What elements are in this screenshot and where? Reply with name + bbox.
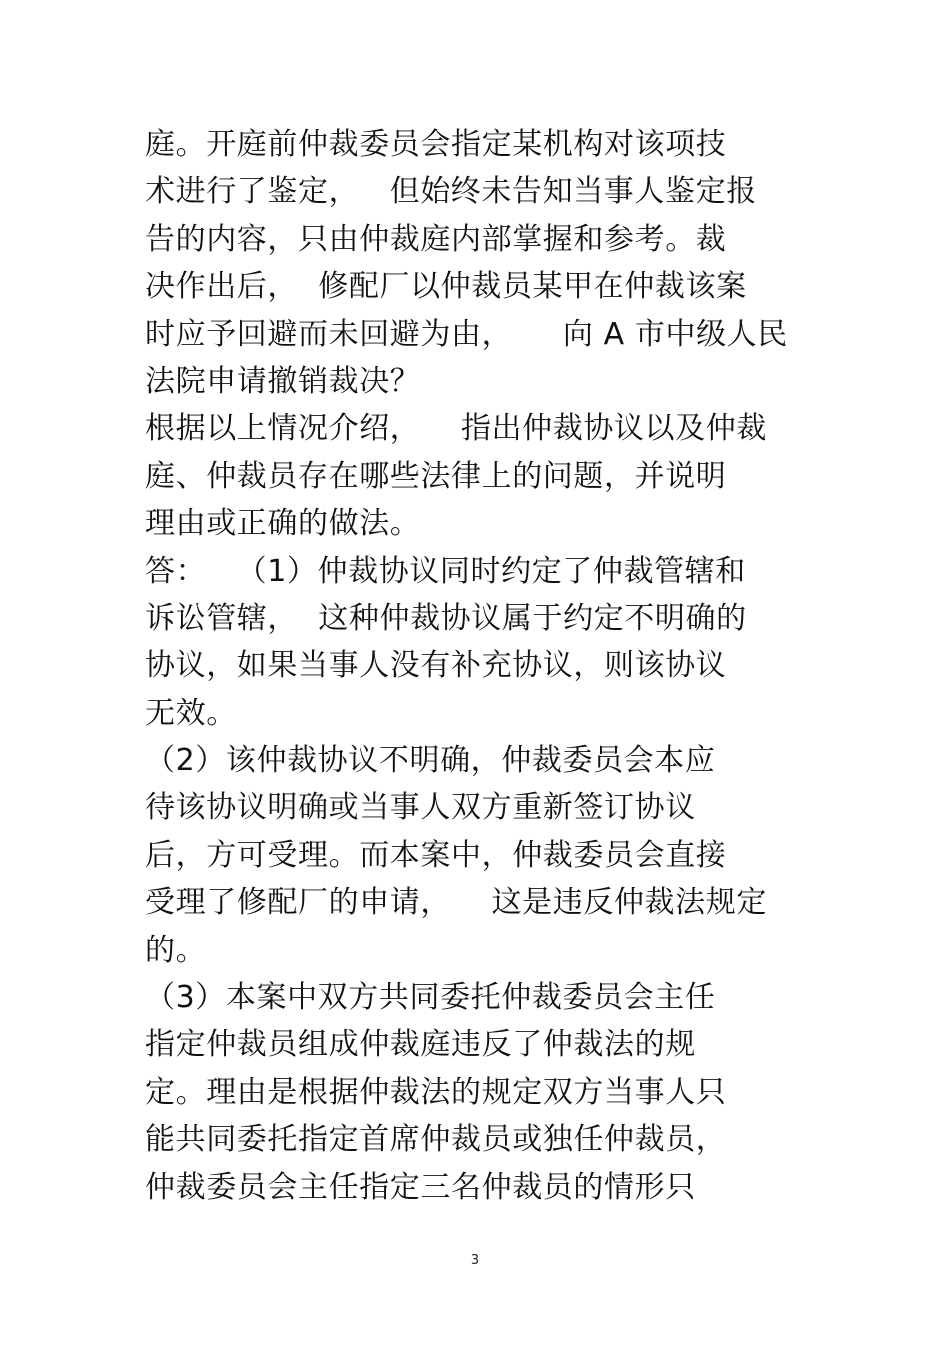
- text-line: 告的内容，只由仲裁庭内部掌握和参考。裁: [145, 221, 727, 257]
- text-line: 后，方可受理。而本案中，仲裁委员会直接: [145, 837, 727, 873]
- text-line: 待该协议明确或当事人双方重新签订协议: [145, 790, 696, 826]
- text-line: 庭。开庭前仲裁委员会指定某机构对该项技: [145, 127, 727, 162]
- text-line: （2）该仲裁协议不明确，仲裁委员会本应: [145, 743, 716, 779]
- text-line: 仲裁委员会主任指定三名仲裁员的情形只: [145, 1169, 696, 1205]
- text-line: 定。理由是根据仲裁法的规定双方当事人只: [145, 1074, 727, 1110]
- text-line: 能共同委托指定首席仲裁员或独任仲裁员，: [145, 1122, 727, 1158]
- text-line: 术进行了鉴定， 但始终未告知当事人鉴定报: [145, 174, 757, 210]
- body-text: [145, 121, 845, 1211]
- text-line: 决作出后， 修配厂以仲裁员某甲在仲裁该案: [145, 269, 747, 305]
- text-line: 的。: [145, 932, 207, 968]
- text-line: 诉讼管辖， 这种仲裁协议属于约定不明确的: [145, 600, 747, 636]
- text-line: 法院申请撤销裁决？: [145, 363, 421, 399]
- text-line: 指定仲裁员组成仲裁庭违反了仲裁法的规: [145, 1027, 696, 1063]
- text-line: 答： （1）仲裁协议同时约定了仲裁管辖和: [145, 553, 746, 589]
- text-line: 根据以上情况介绍， 指出仲裁协议以及仲裁: [145, 411, 767, 447]
- text-line: 庭、仲裁员存在哪些法律上的问题，并说明: [145, 458, 727, 494]
- text-line: 受理了修配厂的申请， 这是违反仲裁法规定: [145, 885, 767, 921]
- text-line: 协议，如果当事人没有补充协议，则该协议: [145, 648, 727, 684]
- text-line: 无效。: [145, 695, 237, 731]
- text-line: 时应予回避而未回避为由， 向 A 市中级人民: [145, 316, 788, 352]
- page-number: 3: [470, 1253, 480, 1268]
- text-line: 理由或正确的做法。: [145, 506, 421, 542]
- text-line: （3）本案中双方共同委托仲裁委员会主任: [145, 980, 716, 1016]
